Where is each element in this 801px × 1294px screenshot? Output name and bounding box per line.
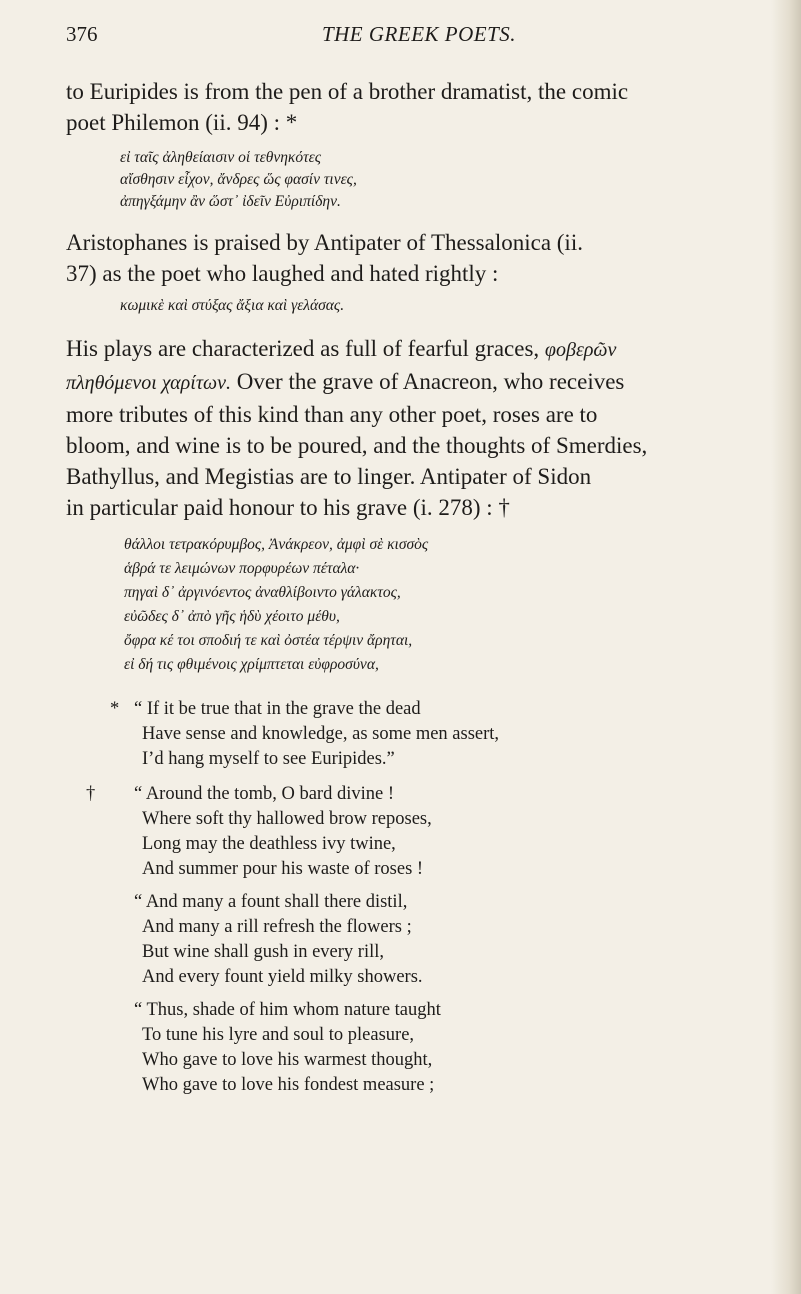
greek-line: εὐῶδες δ᾽ ἀπὸ γῆς ἡδὺ χέοιτο μέθυ, — [124, 608, 340, 625]
verse-line: And every fount yield milky showers. — [142, 967, 423, 987]
verse-stanza — [134, 782, 772, 882]
greek-quote-antipater-sidon — [66, 533, 772, 677]
verse-stanza — [134, 890, 772, 990]
greek-quote-antipater-thessalonica — [66, 295, 772, 317]
greek-line: κωμικὲ καὶ στύξας ἄξια καὶ γελάσας. — [120, 297, 345, 314]
footnote-mark: † — [86, 784, 96, 804]
greek-line: αἴσθησιν εἶχον, ἄνδρες ὥς φασίν τινες, — [120, 171, 357, 188]
book-page — [66, 22, 772, 1098]
prose-line: Aristophanes is praised by Antipater of Thessalonica (ii. — [66, 230, 583, 255]
greek-inline: πληθόμενοι χαρίτων. — [66, 372, 231, 394]
paragraph-anacreon — [66, 333, 772, 523]
greek-line: ὄφρα κέ τοι σποδιή τε καὶ ὀστέα τέρψιν ἄρηται, — [124, 632, 413, 649]
prose-line: to Euripides is from the pen of a brother dramatist, the comic — [66, 79, 629, 104]
verse-line: And many a rill refresh the flowers ; — [142, 917, 412, 937]
verse-line: But wine shall gush in every rill, — [142, 942, 385, 962]
greek-quote-philemon — [66, 147, 772, 213]
footnote-line: “ If it be true that in the grave the dead — [134, 699, 421, 719]
prose-text: Over the grave of Anacreon, who receives — [236, 369, 625, 394]
greek-line: θάλλοι τετρακόρυμβος, Ἀνάκρεον, ἀμφὶ σὲ κισσὸς — [124, 536, 429, 553]
greek-line: εἰ ταῖς ἀληθείαισιν οἱ τεθνηκότες — [120, 149, 322, 166]
verse-line: Who gave to love his fondest measure ; — [142, 1075, 435, 1095]
greek-line: ἀπηγξάμην ἂν ὥστ᾽ ἰδεῖν Εὐριπίδην. — [120, 193, 341, 210]
stanza-gap — [134, 882, 772, 890]
page-number: 376 — [66, 22, 98, 46]
verse-line: Long may the deathless ivy twine, — [142, 834, 396, 854]
paragraph-philemon — [66, 76, 772, 138]
footnote-line: I’d hang myself to see Euripides.” — [142, 749, 395, 769]
prose-line: poet Philemon (ii. 94) : * — [66, 110, 298, 135]
greek-inline: φοβερῶν — [544, 339, 617, 361]
page-edge-shadow — [771, 0, 801, 1294]
verse-line: Where soft thy hallowed brow reposes, — [142, 809, 432, 829]
page-header — [66, 22, 772, 52]
verse-line: “ Around the tomb, O bard divine ! — [134, 784, 394, 804]
prose-line: Bathyllus, and Megistias are to linger. Antipater of Sidon — [66, 464, 592, 489]
prose-text: His plays are characterized as full of fearful graces, — [66, 336, 540, 361]
verse-line: Who gave to love his warmest thought, — [142, 1050, 433, 1070]
prose-line — [66, 333, 772, 366]
verse-line: “ Thus, shade of him whom nature taught — [134, 1000, 441, 1020]
footnote-dagger — [66, 782, 772, 1098]
greek-line: εἰ δή τις φθιμένοις χρίμπτεται εὐφροσύνα, — [124, 656, 379, 673]
verse-line: “ And many a fount shall there distil, — [134, 892, 408, 912]
greek-line: ἁβρά τε λειμώνων πορφυρέων πέταλα· — [124, 560, 360, 577]
prose-line: more tributes of this kind than any other poet, roses are to — [66, 402, 598, 427]
verse-line: And summer pour his waste of roses ! — [142, 859, 424, 879]
prose-line: bloom, and wine is to be poured, and the thoughts of Smerdies, — [66, 433, 648, 458]
prose-line: 37) as the poet who laughed and hated rightly : — [66, 261, 499, 286]
verse-stanza — [134, 998, 772, 1098]
greek-line: πηγαὶ δ᾽ ἀργινόεντος ἀναθλίβοιντο γάλακτος, — [124, 584, 401, 601]
prose-line — [66, 366, 772, 399]
running-title: THE GREEK POETS. — [321, 22, 517, 46]
footnote-line: Have sense and knowledge, as some men assert, — [142, 724, 500, 744]
prose-line: in particular paid honour to his grave (i. 278) : † — [66, 495, 510, 520]
footnote-mark: * — [110, 699, 120, 719]
paragraph-aristophanes — [66, 227, 772, 289]
stanza-gap — [134, 990, 772, 998]
verse-line: To tune his lyre and soul to pleasure, — [142, 1025, 415, 1045]
footnote-star — [66, 697, 772, 772]
